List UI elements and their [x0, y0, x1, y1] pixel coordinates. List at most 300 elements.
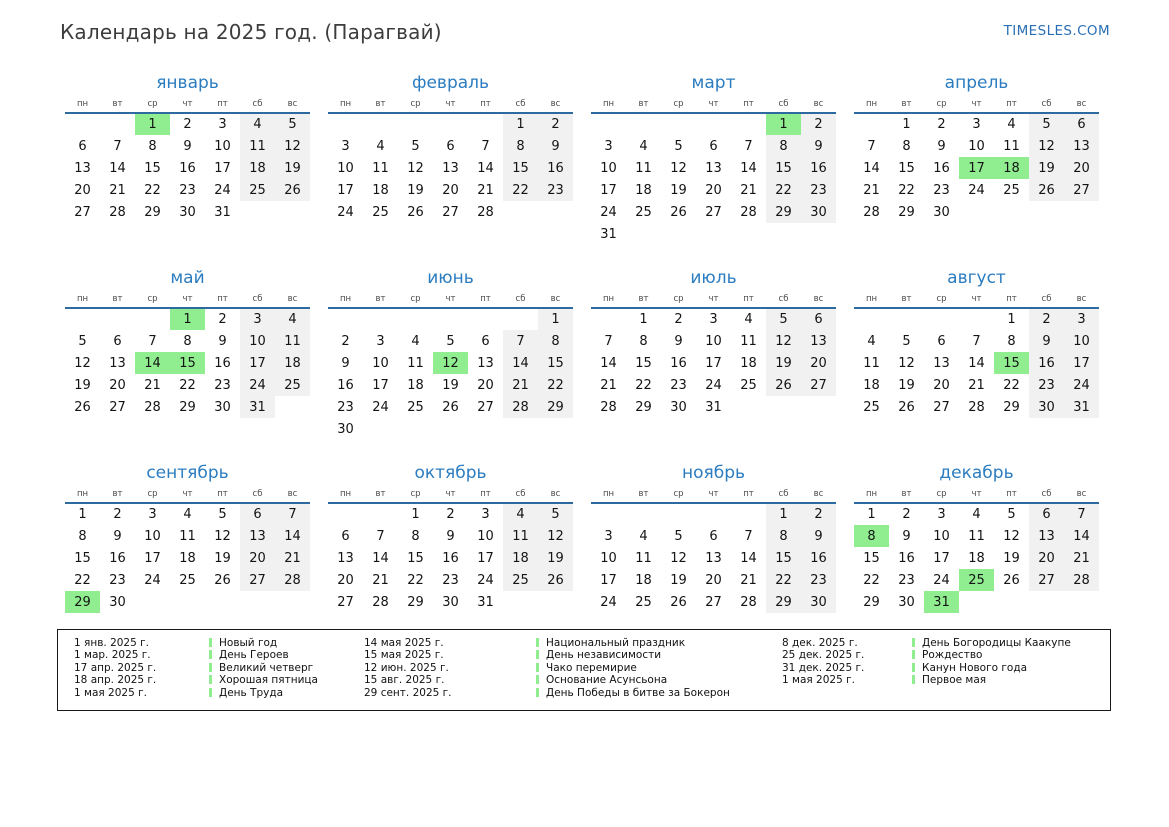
day-cell: 16 — [109, 550, 126, 566]
day-cell-holiday: 29 — [65, 591, 100, 613]
day-cell: 28 — [477, 204, 494, 220]
day-cell: 24 — [600, 594, 617, 610]
day-cell: 16 — [801, 157, 836, 179]
day-cell: 3 — [1064, 308, 1099, 330]
weekday-label: вт — [100, 293, 135, 308]
day-cell: 22 — [863, 572, 880, 588]
weekday-label: сб — [503, 293, 538, 308]
day-cell: 18 — [275, 352, 310, 374]
day-cell: 27 — [477, 399, 494, 415]
day-cell: 8 — [766, 525, 801, 547]
month-table — [854, 293, 1099, 418]
legend-item — [536, 674, 782, 686]
day-cell: 1 — [766, 503, 801, 525]
empty-cell — [433, 113, 468, 135]
day-cell: 21 — [503, 374, 538, 396]
holiday-marker-icon — [209, 650, 212, 659]
weekday-header-row — [591, 98, 836, 113]
holiday-marker-icon — [536, 688, 539, 697]
month-days — [854, 308, 1099, 418]
day-cell: 18 — [863, 377, 880, 393]
day-cell: 4 — [183, 507, 192, 522]
weekday-label: чт — [959, 98, 994, 113]
day-cell: 6 — [341, 528, 350, 544]
weekday-label: вт — [626, 98, 661, 113]
weekday-label: чт — [170, 488, 205, 503]
day-cell: 13 — [337, 550, 354, 566]
month-title: июнь — [427, 268, 474, 288]
week-row — [328, 418, 573, 440]
day-cell: 2 — [341, 333, 350, 349]
month-title: январь — [156, 73, 219, 93]
day-cell: 19 — [214, 550, 231, 566]
day-cell: 9 — [674, 333, 683, 349]
day-cell: 6 — [481, 333, 490, 349]
day-cell: 17 — [372, 377, 389, 393]
month-days — [854, 503, 1099, 613]
weekday-label: пн — [591, 293, 626, 308]
day-cell: 31 — [477, 594, 494, 610]
day-cell: 7 — [275, 503, 310, 525]
day-cell: 13 — [933, 355, 950, 371]
day-cell: 13 — [442, 160, 459, 176]
month-table — [328, 98, 573, 223]
weekday-label: сб — [240, 293, 275, 308]
day-cell: 26 — [670, 594, 687, 610]
month-title: октябрь — [414, 463, 487, 483]
day-cell: 10 — [214, 138, 231, 154]
legend-item — [912, 649, 1071, 661]
empty-cell — [503, 201, 538, 223]
empty-cell — [591, 113, 626, 135]
empty-cell — [503, 591, 538, 613]
day-cell-holiday: 18 — [994, 157, 1029, 179]
day-cell: 12 — [275, 135, 310, 157]
day-cell: 21 — [740, 182, 757, 198]
day-cell: 10 — [933, 528, 950, 544]
day-cell: 27 — [74, 204, 91, 220]
week-row — [328, 352, 573, 374]
week-row — [591, 352, 836, 374]
empty-cell — [363, 308, 398, 330]
day-cell: 30 — [109, 594, 126, 610]
holiday-marker-icon — [536, 675, 539, 684]
empty-cell — [398, 418, 433, 440]
day-cell: 13 — [109, 355, 126, 371]
week-row — [854, 352, 1099, 374]
legend-item — [536, 649, 782, 661]
day-cell: 4 — [867, 333, 876, 349]
day-cell: 16 — [442, 550, 459, 566]
day-cell: 12 — [1003, 528, 1020, 544]
week-row — [854, 525, 1099, 547]
empty-cell — [1029, 201, 1064, 223]
month-table — [591, 98, 836, 245]
legend-dates-col-2 — [364, 637, 536, 699]
weekday-label: сб — [1029, 293, 1064, 308]
day-cell: 7 — [376, 528, 385, 544]
day-cell: 28 — [109, 204, 126, 220]
weekday-label: пн — [328, 488, 363, 503]
day-cell: 12 — [1029, 135, 1064, 157]
weekday-header-row — [328, 293, 573, 308]
day-cell: 12 — [538, 525, 573, 547]
weekday-row — [854, 293, 1099, 308]
legend-date: 14 мая 2025 г. — [364, 637, 444, 649]
day-cell: 13 — [705, 160, 722, 176]
day-cell: 6 — [240, 503, 275, 525]
day-cell: 7 — [481, 138, 490, 154]
weekday-label: вт — [889, 488, 924, 503]
day-cell: 10 — [705, 333, 722, 349]
legend-holiday-name: Хорошая пятница — [219, 674, 318, 687]
legend-names-col-2 — [536, 637, 782, 699]
month-days — [328, 308, 573, 440]
weekday-label: пт — [731, 98, 766, 113]
week-row — [854, 179, 1099, 201]
legend-holiday-name: Канун Нового года — [922, 661, 1028, 674]
day-cell: 11 — [863, 355, 880, 371]
week-row — [591, 374, 836, 396]
day-cell: 30 — [179, 204, 196, 220]
month-10 — [327, 462, 574, 657]
week-row — [591, 591, 836, 613]
day-cell: 25 — [863, 399, 880, 415]
legend-holiday-name: День независимости — [546, 649, 662, 662]
empty-cell — [766, 396, 801, 418]
weekday-label: пн — [591, 98, 626, 113]
weekday-label: ср — [398, 488, 433, 503]
day-cell: 26 — [670, 204, 687, 220]
day-cell: 23 — [801, 569, 836, 591]
legend-date: 17 апр. 2025 г. — [74, 661, 157, 674]
weekday-label: сб — [1029, 98, 1064, 113]
empty-cell — [591, 308, 626, 330]
weekday-label: пт — [731, 293, 766, 308]
month-days — [591, 308, 836, 418]
weekday-label: вс — [801, 488, 836, 503]
legend-item — [536, 662, 782, 674]
weekday-row — [591, 488, 836, 503]
day-cell: 14 — [477, 160, 494, 176]
day-cell: 20 — [337, 572, 354, 588]
day-cell: 10 — [1064, 330, 1099, 352]
day-cell: 5 — [446, 333, 455, 349]
weekday-label: ср — [661, 98, 696, 113]
weekday-row — [65, 293, 310, 308]
day-cell: 26 — [766, 374, 801, 396]
day-cell: 9 — [937, 138, 946, 154]
week-row — [65, 569, 310, 591]
weekday-label: чт — [433, 98, 468, 113]
day-cell: 26 — [1003, 572, 1020, 588]
day-cell: 20 — [109, 377, 126, 393]
week-row — [328, 308, 573, 330]
day-cell: 28 — [503, 396, 538, 418]
week-row — [591, 569, 836, 591]
week-row — [65, 157, 310, 179]
weekday-label: пт — [205, 293, 240, 308]
empty-cell — [801, 396, 836, 418]
legend-date: 1 мая 2025 г. — [74, 686, 147, 699]
day-cell: 19 — [670, 182, 687, 198]
day-cell: 21 — [740, 572, 757, 588]
month-days — [65, 308, 310, 418]
holiday-marker-icon — [912, 650, 915, 659]
day-cell: 16 — [214, 355, 231, 371]
day-cell: 29 — [863, 594, 880, 610]
day-cell: 10 — [968, 138, 985, 154]
month-table — [65, 293, 310, 418]
day-cell: 4 — [275, 308, 310, 330]
site-link[interactable]: TIMESLES.COM — [1003, 23, 1110, 39]
day-cell: 7 — [1064, 503, 1099, 525]
day-cell: 9 — [801, 135, 836, 157]
day-cell: 19 — [1003, 550, 1020, 566]
weekday-row — [854, 98, 1099, 113]
day-cell: 1 — [78, 507, 87, 522]
day-cell: 22 — [144, 182, 161, 198]
day-cell: 21 — [1064, 547, 1099, 569]
day-cell: 10 — [337, 160, 354, 176]
month-title: декабрь — [939, 463, 1014, 483]
weekday-label: ср — [661, 293, 696, 308]
legend-holiday-name: Новый год — [219, 637, 278, 649]
weekday-row — [591, 98, 836, 113]
week-row — [65, 308, 310, 330]
day-cell: 16 — [801, 547, 836, 569]
day-cell: 6 — [709, 528, 718, 544]
holiday-marker-icon — [912, 663, 915, 672]
empty-cell — [398, 308, 433, 330]
day-cell: 7 — [744, 138, 753, 154]
day-cell: 17 — [600, 182, 617, 198]
weekday-label: вт — [889, 293, 924, 308]
week-row — [65, 113, 310, 135]
day-cell: 4 — [376, 138, 385, 154]
month-5 — [64, 267, 311, 462]
week-row — [65, 135, 310, 157]
week-row — [328, 157, 573, 179]
legend-item — [912, 674, 1071, 686]
day-cell: 23 — [337, 399, 354, 415]
month-days — [65, 113, 310, 223]
day-cell: 13 — [74, 160, 91, 176]
day-cell: 17 — [1064, 352, 1099, 374]
day-cell: 23 — [1029, 374, 1064, 396]
legend-holiday-name: День Богородицы Каакупе — [922, 637, 1071, 649]
day-cell: 15 — [766, 157, 801, 179]
week-row — [591, 396, 836, 418]
day-cell: 30 — [1029, 396, 1064, 418]
weekday-label: сб — [240, 98, 275, 113]
day-cell: 26 — [898, 399, 915, 415]
day-cell: 6 — [1029, 503, 1064, 525]
week-row — [591, 157, 836, 179]
day-cell: 24 — [240, 374, 275, 396]
empty-cell — [1029, 591, 1064, 613]
weekday-header-row — [591, 488, 836, 503]
day-cell: 25 — [275, 374, 310, 396]
day-cell: 23 — [933, 182, 950, 198]
day-cell: 10 — [144, 528, 161, 544]
day-cell: 11 — [740, 333, 757, 349]
day-cell-holiday: 25 — [959, 569, 994, 591]
day-cell: 31 — [1064, 396, 1099, 418]
empty-cell — [731, 396, 766, 418]
empty-cell — [959, 591, 994, 613]
day-cell: 9 — [801, 525, 836, 547]
day-cell: 26 — [214, 572, 231, 588]
day-cell: 26 — [1029, 179, 1064, 201]
empty-cell — [994, 201, 1029, 223]
day-cell: 1 — [902, 117, 911, 132]
empty-cell — [65, 308, 100, 330]
day-cell: 9 — [538, 135, 573, 157]
legend — [57, 629, 1111, 711]
day-cell-holiday: 1 — [135, 113, 170, 135]
month-3 — [590, 72, 837, 267]
day-cell: 15 — [503, 157, 538, 179]
day-cell: 3 — [148, 507, 157, 522]
legend-item — [209, 662, 364, 674]
day-cell: 27 — [705, 204, 722, 220]
day-cell: 18 — [240, 157, 275, 179]
day-cell: 25 — [503, 569, 538, 591]
day-cell: 25 — [240, 179, 275, 201]
day-cell: 25 — [407, 399, 424, 415]
month-title: март — [691, 73, 736, 93]
day-cell: 5 — [766, 308, 801, 330]
day-cell: 31 — [705, 399, 722, 415]
week-row — [328, 396, 573, 418]
week-row — [591, 223, 836, 245]
day-cell: 30 — [337, 421, 354, 437]
day-cell: 27 — [1064, 179, 1099, 201]
empty-cell — [468, 113, 503, 135]
weekday-row — [328, 98, 573, 113]
day-cell: 30 — [898, 594, 915, 610]
day-cell: 20 — [477, 377, 494, 393]
day-cell: 5 — [78, 333, 87, 349]
weekday-row — [328, 488, 573, 503]
week-row — [591, 113, 836, 135]
month-days — [65, 503, 310, 613]
week-row — [854, 503, 1099, 525]
day-cell-holiday: 15 — [994, 352, 1029, 374]
day-cell: 15 — [538, 352, 573, 374]
day-cell: 7 — [604, 333, 613, 349]
weekday-label: пт — [468, 293, 503, 308]
day-cell: 22 — [74, 572, 91, 588]
weekday-label: вс — [1064, 293, 1099, 308]
empty-cell — [328, 308, 363, 330]
day-cell: 28 — [275, 569, 310, 591]
legend-item — [536, 687, 782, 699]
day-cell: 4 — [639, 528, 648, 544]
day-cell: 27 — [240, 569, 275, 591]
empty-cell — [854, 308, 889, 330]
weekday-label: вс — [275, 488, 310, 503]
empty-cell — [170, 591, 205, 613]
day-cell: 3 — [218, 117, 227, 132]
day-cell: 28 — [863, 204, 880, 220]
legend-dates-col-1 — [74, 637, 209, 699]
day-cell-holiday: 8 — [854, 525, 889, 547]
empty-cell — [696, 503, 731, 525]
day-cell: 8 — [902, 138, 911, 154]
day-cell: 29 — [179, 399, 196, 415]
day-cell: 23 — [801, 179, 836, 201]
day-cell: 14 — [275, 525, 310, 547]
day-cell: 13 — [1029, 525, 1064, 547]
month-days — [854, 113, 1099, 223]
legend-names-col-1 — [209, 637, 364, 699]
week-row — [591, 525, 836, 547]
legend-date: 15 мая 2025 г. — [364, 649, 444, 662]
day-cell: 20 — [801, 352, 836, 374]
day-cell: 5 — [218, 507, 227, 522]
weekday-label: пт — [468, 98, 503, 113]
day-cell: 22 — [407, 572, 424, 588]
day-cell: 28 — [600, 399, 617, 415]
day-cell: 11 — [275, 330, 310, 352]
month-table — [854, 488, 1099, 613]
day-cell: 1 — [1007, 312, 1016, 327]
day-cell: 13 — [477, 355, 494, 371]
day-cell: 11 — [407, 355, 424, 371]
legend-date: 31 дек. 2025 г. — [782, 661, 865, 674]
day-cell: 21 — [863, 182, 880, 198]
day-cell-holiday: 17 — [959, 157, 994, 179]
month-title: июль — [690, 268, 737, 288]
day-cell: 11 — [968, 528, 985, 544]
day-cell: 6 — [1064, 113, 1099, 135]
day-cell: 26 — [407, 204, 424, 220]
empty-cell — [1064, 591, 1099, 613]
empty-cell — [696, 223, 731, 245]
legend-item — [912, 637, 1071, 649]
week-row — [854, 157, 1099, 179]
empty-cell — [363, 503, 398, 525]
empty-cell — [994, 591, 1029, 613]
empty-cell — [468, 308, 503, 330]
weekday-label: ср — [924, 488, 959, 503]
day-cell: 29 — [766, 591, 801, 613]
empty-cell — [854, 113, 889, 135]
day-cell: 23 — [179, 182, 196, 198]
month-9 — [64, 462, 311, 657]
empty-cell — [363, 418, 398, 440]
weekday-label: пт — [994, 98, 1029, 113]
day-cell: 5 — [275, 113, 310, 135]
day-cell: 8 — [1007, 333, 1016, 349]
empty-cell — [135, 308, 170, 330]
month-12 — [853, 462, 1100, 657]
day-cell: 24 — [144, 572, 161, 588]
weekday-header-row — [65, 488, 310, 503]
empty-cell — [766, 223, 801, 245]
weekday-label: чт — [433, 293, 468, 308]
weekday-label: вс — [538, 98, 573, 113]
week-row — [854, 308, 1099, 330]
day-cell: 23 — [442, 572, 459, 588]
day-cell: 3 — [240, 308, 275, 330]
day-cell: 24 — [337, 204, 354, 220]
day-cell: 14 — [1064, 525, 1099, 547]
day-cell: 22 — [179, 377, 196, 393]
day-cell: 11 — [240, 135, 275, 157]
